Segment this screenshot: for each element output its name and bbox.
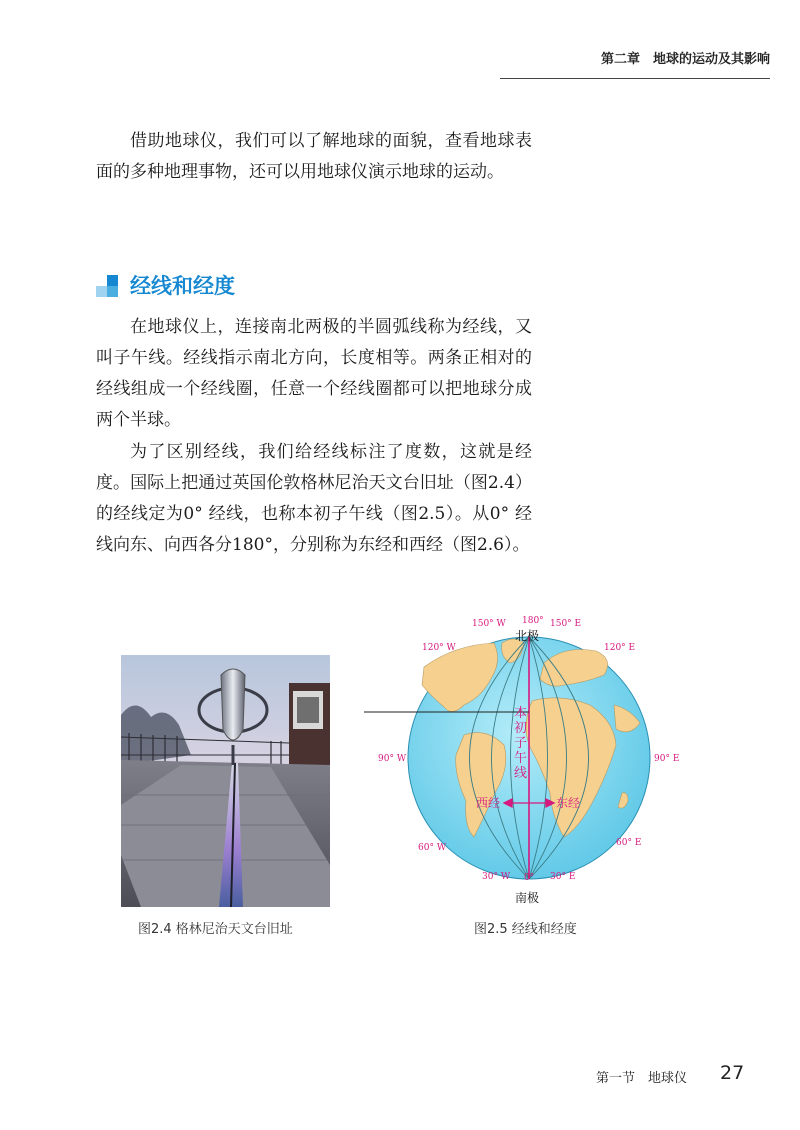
label-150w: 150° W [472,619,506,629]
label-90e: 90° E [654,754,680,764]
footer-section: 第一节 地球仪 [596,1071,688,1086]
intro-paragraph: 借助地球仪，我们可以了解地球的面貌，查看地球表面的多种地理事物，还可以用地球仪演示地球的运动。 [96,131,532,182]
globe-caption: 图2.5 经线和经度 [474,922,577,937]
south-pole-label: 南极 [515,891,540,905]
label-150e: 150° E [550,619,582,629]
east-longitude-label: 东经 [556,796,581,810]
section-title: 经线和经度 [130,274,235,298]
label-120e: 120° E [604,643,636,653]
label-180: 180° [522,616,544,626]
label-60w: 60° W [418,843,447,853]
svg-text:线: 线 [514,766,528,781]
label-30e: 30° E [550,872,576,882]
label-60e: 60° E [616,838,642,848]
label-120w: 120° W [422,643,456,653]
photo-caption: 图2.4 格林尼治天文台旧址 [138,922,293,937]
label-90w: 90° W [378,754,407,764]
greenwich-photo [121,655,330,907]
section-marker-icon [96,275,118,297]
west-longitude-label: 西经 [476,796,501,810]
prime-meridian-label [514,705,527,781]
north-pole-label: 北极 [515,629,540,643]
svg-text:子: 子 [514,736,528,751]
svg-text:午: 午 [514,751,528,766]
label-30w: 30° W [482,872,511,882]
label-0: 0° [524,873,535,883]
page-number: 27 [720,1062,745,1084]
globe-diagram [364,605,700,910]
paragraph-longitude: 为了区别经线，我们给经线标注了度数，这就是经度。国际上把通过英国伦敦格林尼治天文台旧址（图2.4）的经线定为0° 经线，也称本初子午线（图2.5）。从0° 经线向东、向西各分180°，分别称为东经和西经（图2.6）。 [96,442,532,555]
svg-text:本: 本 [514,706,528,721]
svg-text:初: 初 [514,721,528,736]
header-rule [500,78,770,79]
paragraph-meridian: 在地球仪上，连接南北两极的半圆弧线称为经线，又叫子午线。经线指示南北方向，长度相等。两条正相对的经线组成一个经线圈，任意一个经线圈都可以把地球分成两个半球。 [96,317,532,430]
chapter-header: 第二章 地球的运动及其影响 [600,52,770,67]
